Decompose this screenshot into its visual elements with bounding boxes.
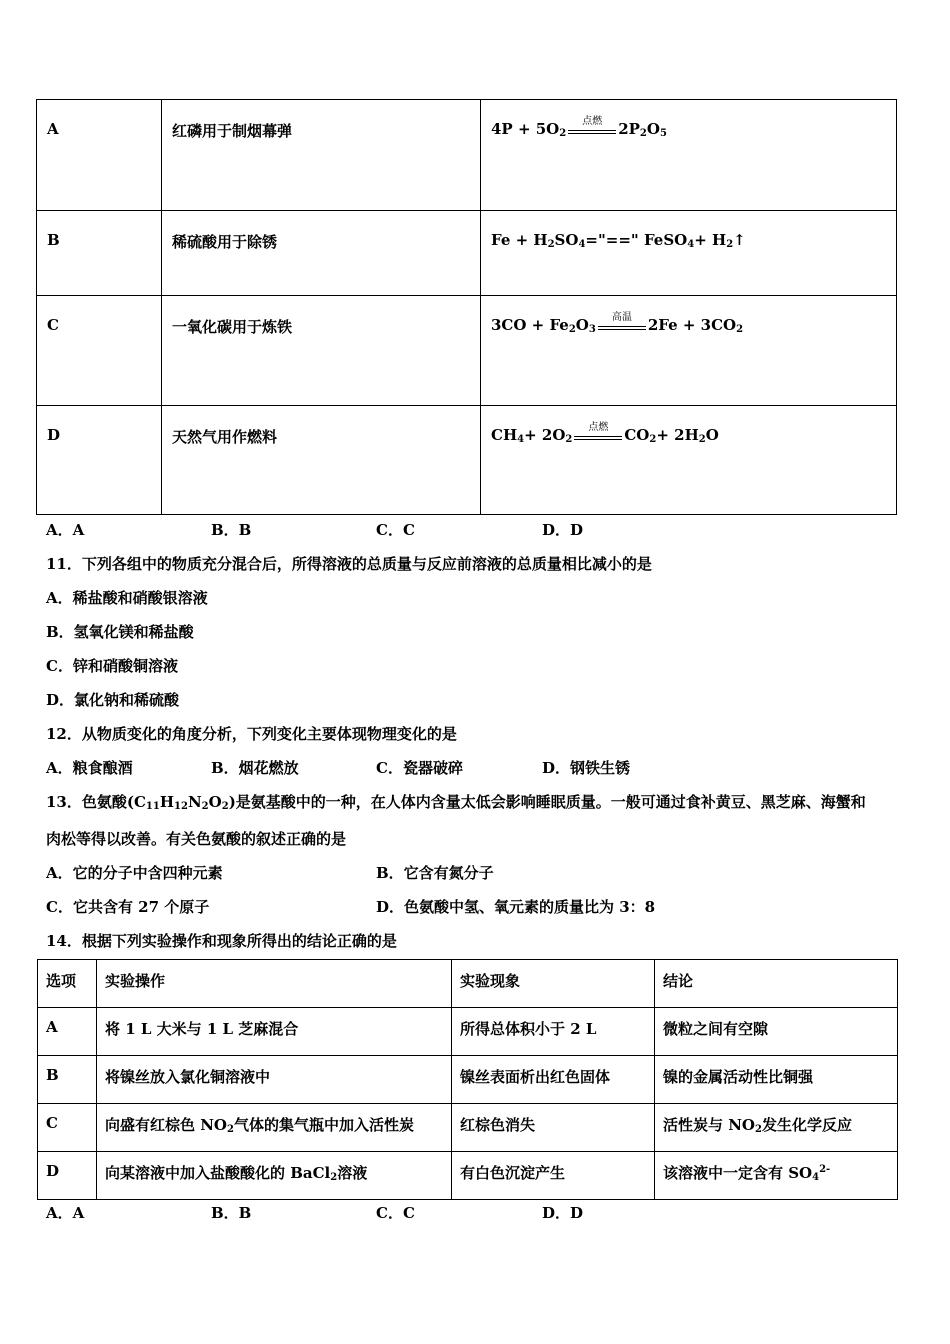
- experiment-table: [37, 959, 898, 1200]
- row-equation: $3CO + Fe_2O_3$ 高温 $2Fe + 3CO_2$: [481, 296, 897, 406]
- row-operation: 将 1 L 大米与 1 L 芝麻混合: [97, 1008, 452, 1056]
- q14-option-c: C．C: [376, 1204, 415, 1222]
- q14-option-d: D．D: [542, 1204, 584, 1222]
- q13-stem-line2: 肉松等得以改善。有关色氨酸的叙述正确的是: [46, 830, 347, 848]
- q10-option-a: A．A: [46, 521, 85, 539]
- row-use: 一氧化碳用于炼铁: [162, 296, 481, 406]
- row-conclusion: 微粒之间有空隙: [655, 1008, 898, 1056]
- q12-stem: 12．从物质变化的角度分析，下列变化主要体现物理变化的是: [46, 725, 457, 743]
- row-letter: D: [37, 406, 162, 515]
- row-equation: $CH_4+ 2O_2$ 点燃 $CO_2+ 2H_2O$: [481, 406, 897, 515]
- row-operation: 向某溶液中加入盐酸酸化的 BaCl$_2$溶液: [97, 1152, 452, 1200]
- row-observation: 有白色沉淀产生: [452, 1152, 655, 1200]
- q14-option-a: A．A: [46, 1204, 85, 1222]
- q12-option-a: A．粮食酿酒: [46, 759, 133, 777]
- row-operation: 向盛有红棕色 $NO_2$气体的集气瓶中加入活性炭: [97, 1104, 452, 1152]
- table-row: [38, 1008, 898, 1056]
- q13-option-c: C．它共含有 27 个原子: [46, 898, 210, 916]
- q12-option-b: B．烟花燃放: [211, 759, 299, 777]
- row-equation: $Fe + H_2SO_4="==$" FeSO$_4$+ $H_2↑$: [481, 211, 897, 296]
- table-row: [37, 406, 897, 515]
- table-row: [38, 1056, 898, 1104]
- header-option: 选项: [38, 960, 97, 1008]
- q13-stem: 13．色氨酸$(C_{11}H_{12}N_2O_2)$是氨基酸中的一种，在人体内含量太低会影响睡眠质量。一般可通过食补黄豆、黑芝麻、海蟹和: [46, 793, 866, 812]
- q10-option-c: C．C: [376, 521, 415, 539]
- row-use: 天然气用作燃料: [162, 406, 481, 515]
- q11-option-d: D．氯化钠和稀硫酸: [46, 691, 180, 709]
- row-use: 稀硫酸用于除锈: [162, 211, 481, 296]
- uses-equations-table: [36, 99, 897, 515]
- row-option: D: [38, 1152, 97, 1200]
- table-row: [38, 1152, 898, 1200]
- q13-option-d: D．色氨酸中氢、氧元素的质量比为 3：8: [376, 898, 656, 916]
- q11-option-c: C．锌和硝酸铜溶液: [46, 657, 178, 675]
- table-row: [37, 211, 897, 296]
- row-letter: C: [37, 296, 162, 406]
- row-option: A: [38, 1008, 97, 1056]
- header-observation: 实验现象: [452, 960, 655, 1008]
- row-equation: $4P + 5O_2$ 点燃 $2P_2O_5$: [481, 100, 897, 211]
- row-letter: B: [37, 211, 162, 296]
- header-conclusion: 结论: [655, 960, 898, 1008]
- table-row: [37, 100, 897, 211]
- row-observation: 镍丝表面析出红色固体: [452, 1056, 655, 1104]
- q13-option-a: A．它的分子中含四种元素: [46, 864, 223, 882]
- q13-option-b: B．它含有氮分子: [376, 864, 494, 882]
- row-option: C: [38, 1104, 97, 1152]
- q14-stem: 14．根据下列实验操作和现象所得出的结论正确的是: [46, 932, 397, 950]
- table-row: [37, 296, 897, 406]
- q10-option-b: B．B: [211, 521, 252, 539]
- table-header-row: [38, 960, 898, 1008]
- row-letter: A: [37, 100, 162, 211]
- q12-option-c: C．瓷器破碎: [376, 759, 463, 777]
- q10-option-d: D．D: [542, 521, 584, 539]
- row-observation: 红棕色消失: [452, 1104, 655, 1152]
- row-conclusion: 该溶液中一定含有 $SO_4^{2-}$: [655, 1152, 898, 1200]
- q11-stem: 11．下列各组中的物质充分混合后，所得溶液的总质量与反应前溶液的总质量相比减小的是: [46, 555, 652, 573]
- q12-option-d: D．钢铁生锈: [542, 759, 631, 777]
- q14-option-b: B．B: [211, 1204, 252, 1222]
- header-operation: 实验操作: [97, 960, 452, 1008]
- row-observation: 所得总体积小于 2 L: [452, 1008, 655, 1056]
- q11-option-a: A．稀盐酸和硝酸银溶液: [46, 589, 208, 607]
- row-operation: 将镍丝放入氯化铜溶液中: [97, 1056, 452, 1104]
- row-option: B: [38, 1056, 97, 1104]
- row-use: 红磷用于制烟幕弹: [162, 100, 481, 211]
- row-conclusion: 活性炭与 $NO_2$发生化学反应: [655, 1104, 898, 1152]
- q11-option-b: B．氢氧化镁和稀盐酸: [46, 623, 194, 641]
- reaction-condition: 点燃: [568, 124, 616, 136]
- table-row: [38, 1104, 898, 1152]
- row-conclusion: 镍的金属活动性比铜强: [655, 1056, 898, 1104]
- reaction-condition: 高温: [598, 320, 646, 332]
- reaction-condition: 点燃: [574, 430, 622, 442]
